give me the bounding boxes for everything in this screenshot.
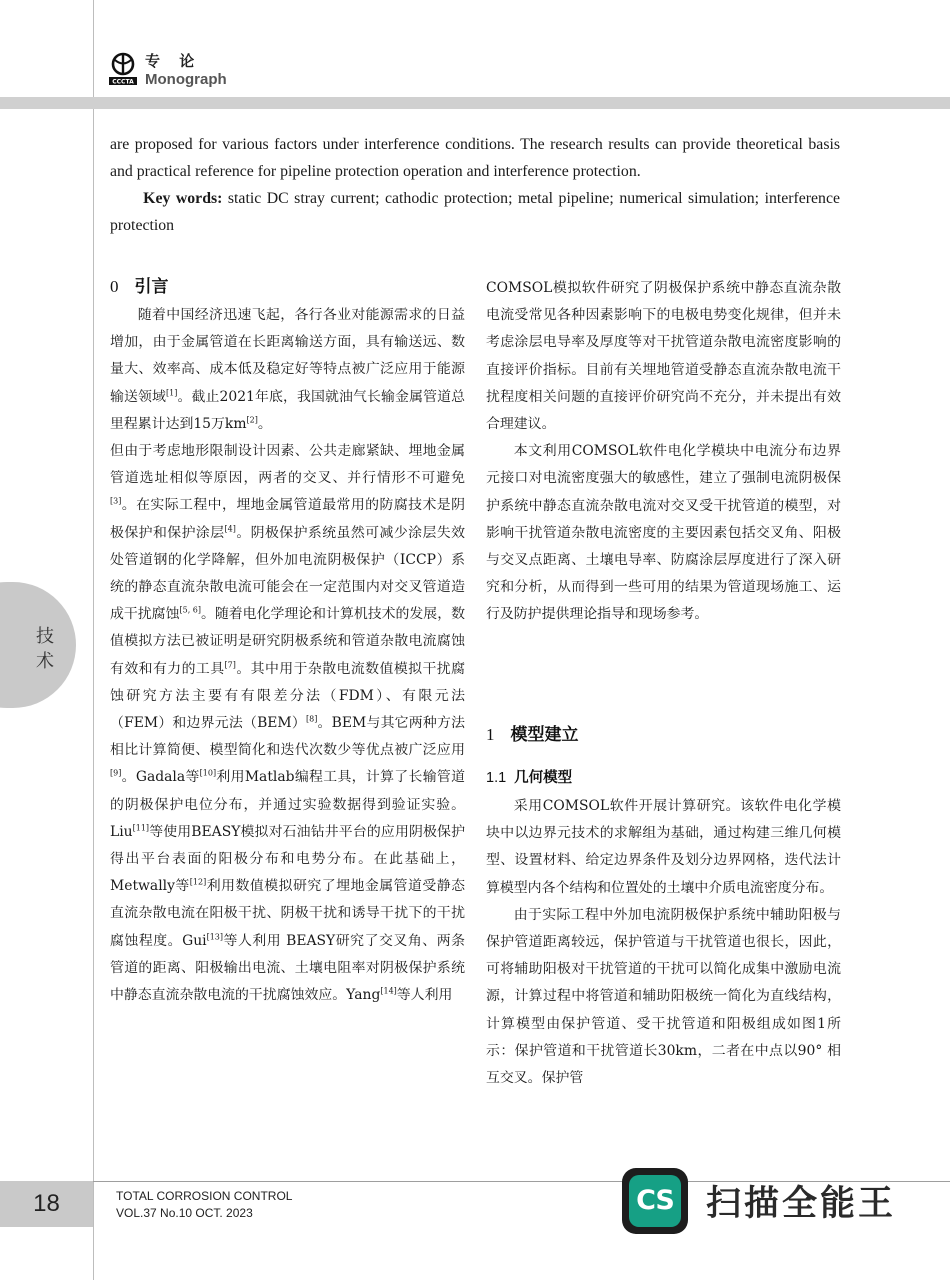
citation: [10] <box>199 768 217 778</box>
section-label-en: Monograph <box>145 71 227 88</box>
section-1-number: 1 <box>486 725 495 744</box>
section-label-cn: 专 论 <box>145 52 202 70</box>
header-bar <box>0 97 950 109</box>
section-1-1-number: 1.1 <box>486 770 507 786</box>
section-1-heading <box>486 720 579 745</box>
logo-caption: CCCTA <box>112 78 134 86</box>
section-0-title: 引言 <box>134 277 169 297</box>
citation: [9] <box>110 768 122 778</box>
keywords-label: Key words: <box>143 190 223 207</box>
citation: [11] <box>132 823 150 833</box>
abstract-text <box>110 131 840 185</box>
keywords <box>110 185 840 239</box>
citation: [12] <box>189 877 207 887</box>
paragraph-intro-2: 但由于考虑地形限制设计因素、公共走廊紧缺、埋地金属管道选址相似等原因，两者的交叉、并行情形不可避免[3]。在实际工程中，埋地金属管道最常用的防腐技术是阴极保护和保护涂层[4]。阴极保护系统虽然可减少涂层失效处管道钢的化学降解，但外加电流阴极保护（ICCP）系统的静态直流杂散电流可能会在一定范围内对交叉管道造成干扰腐蚀[5, 6]。随着电化学理论和计算机技术的发展，数值模拟方法已被证明是研究阴极系统和管道杂散电流腐蚀有效和有力的工具[7]。其中用于杂散电流数值模拟干扰腐蚀研究方法主要有有限差分法（FDM）、有限元法（FEM）和边界元法（BEM）[8]。BEM与其它两种方法相比计算简便、模型简化和迭代次数少等优点被广泛应用[9]。Gadala等[10]利用Matlab编程工具，计算了长输管道的阴极保护电位分布，并通过实验数据得到验证实验。Liu[11]等使用BEASY模拟对石油钻井平台的应用阴极保护得出平台表面的阳极分布和电势分布。在此基础上，Metwally等[12]利用数值模拟研究了埋地金属管道受静态直流杂散电流在阳极干扰、阴极干扰和诱导干扰下的干扰腐蚀程度。Gui[13]等人利用 BEASY研究了交叉角、两条管道的距离、阳极输出电流、土壤电阻率对阴极保护系统中静态直流杂散电流的干扰腐蚀效应。Yang[14]等人利用 <box>110 443 466 1004</box>
page-number: 18 <box>0 1181 93 1227</box>
journal-issue: VOL.37 No.10 OCT. 2023 <box>116 1206 253 1220</box>
citation: [8] <box>306 714 318 724</box>
paragraph-intro-1: 随着中国经济迅速飞起，各行各业对能源需求的日益增加，由于金属管道在长距离输送方面，具有输送远、数量大、效率高、成本低及稳定好等特点被广泛应用于能源输送领域[1]。截止2021年底，我国就油气长输金属管道总里程累计达到15万km[2]。 <box>110 307 465 432</box>
citation: [3] <box>110 496 122 506</box>
left-column <box>110 302 465 1009</box>
camscanner-watermark: 扫描全能王 <box>706 1184 897 1224</box>
section-0-heading <box>110 272 169 297</box>
keywords-text: static DC stray current; cathodic protection; metal pipeline; numerical simulation; interference protection <box>110 190 840 234</box>
side-tab-label: 技术 <box>36 626 54 672</box>
right-column-bottom <box>486 793 841 1092</box>
citation: [5, 6] <box>179 605 201 615</box>
right-column-top <box>486 275 841 629</box>
citation: [1] <box>166 387 178 397</box>
citation: [2] <box>246 415 258 425</box>
journal-logo <box>109 52 137 86</box>
paragraph-intro-3: 本文利用COMSOL软件电化学模块中电流分布边界元接口对电流密度强大的敏感性，建立了强制电流阴极保护系统中静态直流杂散电流对交叉受干扰管道的模型，对影响干扰管道杂散电流密度的主要因素包括交叉角、阳极与交叉点距离、土壤电导率、防腐涂层厚度进行了深入研究和分析，从而得到一些可用的结果为管道现场施工、运行及防护提供理论指导和现场参考。 <box>486 443 841 623</box>
section-0-number: 0 <box>110 277 119 296</box>
citation: [4] <box>224 524 236 533</box>
paragraph-model-2: 由于实际工程中外加电流阴极保护系统中辅助阳极与保护管道距离较远，保护管道与干扰管道也很长，因此，可将辅助阳极对干扰管道的干扰可以简化成集中激励电流源，计算过程中将管道和辅助阳极统一简化为直线结构，计算模型由保护管道、受干扰管道和阳极组成如图1所示：保护管道和干扰管道长30km，二者在中点以90° 相互交叉。保护管 <box>486 906 841 1087</box>
paragraph-intro-cont: COMSOL模拟软件研究了阴极保护系统中静态直流杂散电流受常见各种因素影响下的电极电势变化规律，但并未考虑涂层电导率及厚度等对干扰管道杂散电流密度影响的直接评价指标。目前有关埋地管道受静态直流杂散电流干扰程度相关问题的直接评价研究尚不充分，并未提出有效合理建议。 <box>486 280 841 433</box>
citation: [14] <box>380 986 397 996</box>
citation: [13] <box>206 932 224 942</box>
camscanner-logo <box>622 1168 688 1234</box>
journal-name: TOTAL CORROSION CONTROL <box>116 1189 293 1203</box>
section-1-title: 模型建立 <box>510 725 579 745</box>
camscanner-logo-text: CS <box>629 1175 681 1227</box>
paragraph-model-1: 采用COMSOL软件开展计算研究。该软件电化学模块中以边界元技术的求解组为基础，通过构建三维几何模型、设置材料、给定边界条件及划分边界网格，迭代法计算模型内各个结构和位置处的土壤中介质电流密度分布。 <box>486 798 841 896</box>
citation: [7] <box>224 660 236 670</box>
section-1-1-heading <box>486 766 572 787</box>
margin-rule <box>93 0 94 1280</box>
section-1-1-title: 几何模型 <box>514 770 573 786</box>
abstract-body: are proposed for various factors under interference conditions. The research results can provide theoretical basis and practical reference for pipeline protection operation and interference protection. <box>110 136 840 180</box>
